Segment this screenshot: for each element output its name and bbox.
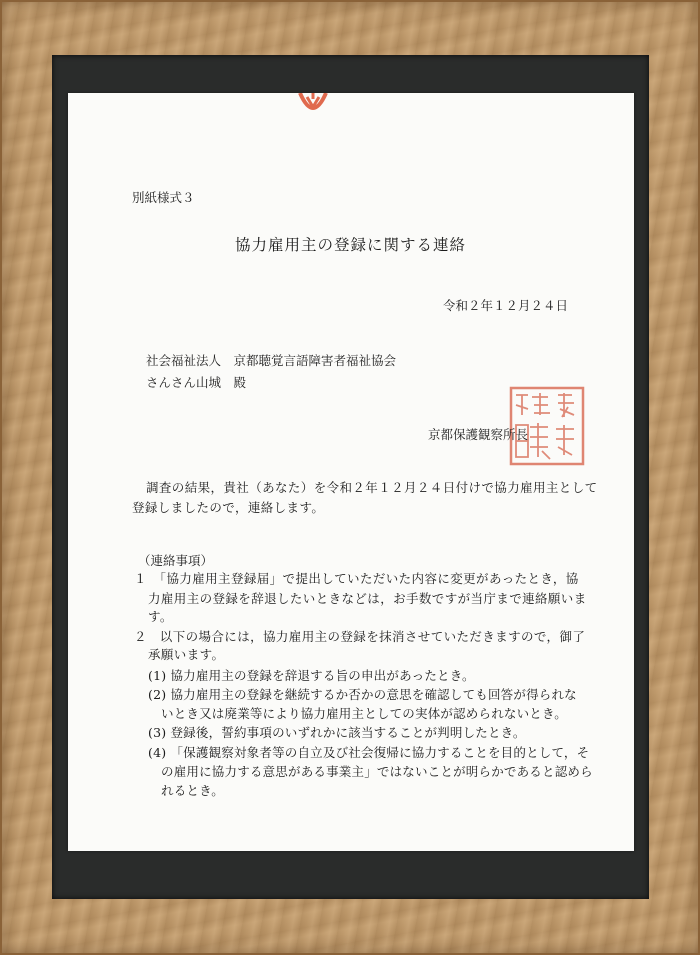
- note-item: １ 「協力雇用主登録届」で提出していただいた内容に変更があったとき，協: [134, 571, 579, 586]
- sub-item: (3) 登録後，誓約事項のいずれかに該当することが判明したとき。: [148, 725, 526, 740]
- partial-red-stamp-icon: [298, 93, 328, 117]
- sub-item: (4) 「保護観察対象者等の自立及び社会復帰に協力することを目的として，そ: [148, 745, 590, 760]
- page-title: 協力雇用主の登録に関する連絡: [235, 236, 467, 254]
- recipient-name: さんさん山城 殿: [146, 375, 247, 390]
- sub-item: (2) 協力雇用主の登録を継続するか否かの意思を確認しても回答が得られな: [148, 687, 577, 702]
- notes-heading: （連絡事項）: [138, 553, 214, 568]
- note-item: ２ 以下の場合には，協力雇用主の登録を抹消させていただきますので，御了: [134, 629, 586, 644]
- note-item: 力雇用主の登録を辞退したいときなどは，お手数ですが当庁まで連絡願いま: [148, 591, 587, 606]
- note-item: す。: [148, 609, 173, 624]
- sub-item: れるとき。: [161, 783, 225, 798]
- document-page: [68, 93, 634, 851]
- sub-item: の雇用に協力する意思がある事業主」ではないことが明らかであると認めら: [161, 764, 593, 779]
- document-date: 令和２年１２月２４日: [443, 298, 569, 313]
- sub-item: いとき又は廃業等により協力雇用主としての実体が認められないとき。: [161, 706, 567, 721]
- body-line: 調査の結果，貴社（あなた）を令和２年１２月２４日付けで協力雇用主として: [146, 480, 598, 495]
- recipient-organization: 社会福祉法人 京都聴覚言語障害者福祉協会: [146, 353, 397, 368]
- note-item: 承願います。: [148, 647, 225, 662]
- form-number: 別紙様式３: [132, 190, 195, 205]
- sender-name: 京都保護観察所長: [428, 427, 529, 442]
- sub-item: (1) 協力雇用主の登録を辞退する旨の申出があったとき。: [148, 668, 475, 683]
- body-line: 登録しましたので，連絡します。: [132, 500, 325, 515]
